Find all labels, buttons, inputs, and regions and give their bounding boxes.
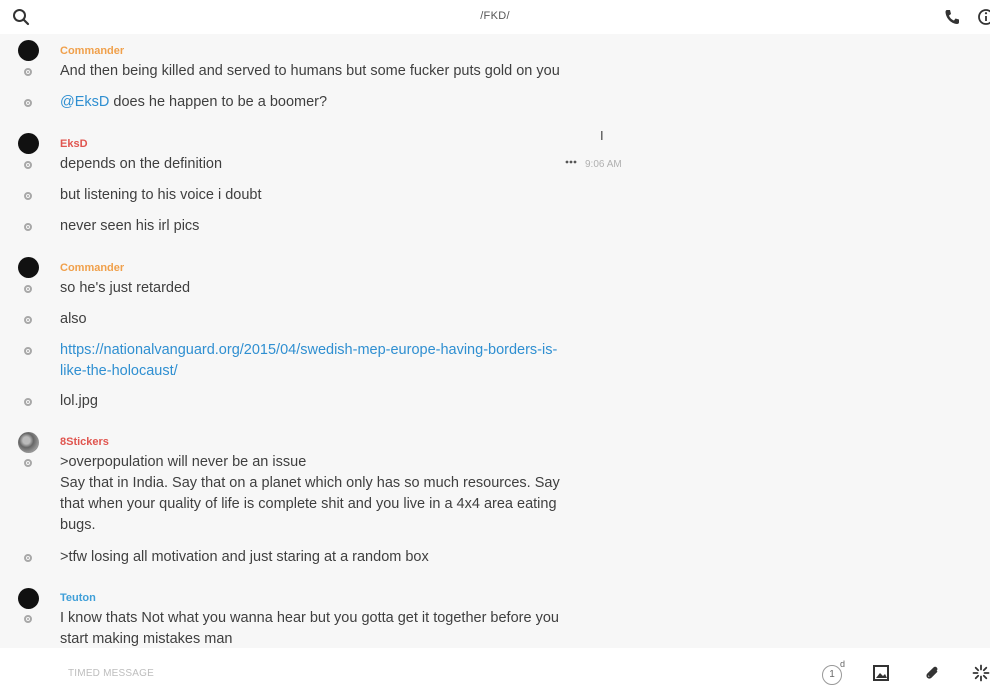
message-status-icon — [24, 554, 32, 562]
image-icon — [873, 665, 889, 681]
timer-value: 1 — [822, 665, 842, 685]
call-button[interactable] — [943, 8, 961, 26]
message-text-body: does he happen to be a boomer? — [109, 94, 328, 110]
sparkle-icon — [972, 664, 990, 682]
info-button[interactable] — [977, 8, 990, 26]
message-text: lol.jpg — [60, 393, 98, 409]
message-text — [60, 92, 570, 113]
message-timestamp: 9:06 AM — [585, 159, 622, 170]
message-author[interactable]: EksD — [60, 138, 88, 150]
avatar[interactable] — [18, 133, 39, 154]
info-icon — [977, 8, 990, 26]
message-status-icon — [24, 316, 32, 324]
conversation-title: /FKD/ — [480, 10, 510, 22]
text-cursor-icon: I — [600, 128, 604, 143]
message-link-text[interactable]: https://nationalvanguard.org/2015/04/swedish-mep-europe-having-borders-is-like-the-holocaust/ — [60, 342, 558, 379]
message-link[interactable] — [60, 340, 560, 382]
message-status-icon — [24, 285, 32, 293]
user-mention[interactable]: @EksD — [60, 94, 110, 110]
message-status-icon — [24, 192, 32, 200]
image-button[interactable] — [873, 665, 889, 681]
more-options-icon — [565, 157, 577, 167]
message-status-icon — [24, 161, 32, 169]
message-status-icon — [24, 347, 32, 355]
message-input[interactable]: TIMED MESSAGE — [68, 668, 154, 679]
phone-icon — [943, 8, 961, 26]
message-text: also — [60, 311, 87, 327]
message-author[interactable]: Commander — [60, 45, 125, 57]
message-text: And then being killed and served to humans but some fucker puts gold on you — [60, 63, 560, 79]
message-composer[interactable] — [0, 648, 990, 700]
avatar[interactable] — [18, 588, 39, 609]
message-feed[interactable] — [0, 34, 990, 648]
avatar[interactable] — [18, 432, 39, 453]
message-status-icon — [24, 615, 32, 623]
message-text: I know thats Not what you wanna hear but you gotta get it together before you start making mistakes man — [60, 610, 559, 647]
attach-button[interactable] — [923, 664, 941, 682]
message-status-icon — [24, 459, 32, 467]
message-text: never seen his irl pics — [60, 218, 200, 234]
message-author[interactable]: Commander — [60, 262, 125, 274]
paperclip-icon — [923, 664, 941, 682]
sparkle-button[interactable] — [972, 664, 990, 682]
avatar[interactable] — [18, 257, 39, 278]
message-text: >tfw losing all motivation and just staring at a random box — [60, 549, 429, 565]
message-author[interactable]: 8Stickers — [60, 436, 109, 448]
message-status-icon — [24, 398, 32, 406]
message-text: but listening to his voice i doubt — [60, 187, 262, 203]
message-text: depends on the definition — [60, 156, 223, 172]
message-more-button[interactable] — [565, 155, 577, 170]
message-text: so he's just retarded — [60, 280, 191, 296]
avatar[interactable] — [18, 40, 39, 61]
message-author[interactable]: Teuton — [60, 592, 96, 604]
message-status-icon — [24, 223, 32, 231]
message-text: >overpopulation will never be an issue Say that in India. Say that on a planet which only has so much resources. Say that when your quality of life is complete shit and you live in a 4x4 area eating bugs. — [60, 454, 560, 533]
message-status-icon — [24, 68, 32, 76]
timer-button[interactable] — [822, 659, 846, 685]
timer-unit: d — [840, 659, 846, 669]
message-status-icon — [24, 99, 32, 107]
conversation-header — [0, 0, 990, 34]
